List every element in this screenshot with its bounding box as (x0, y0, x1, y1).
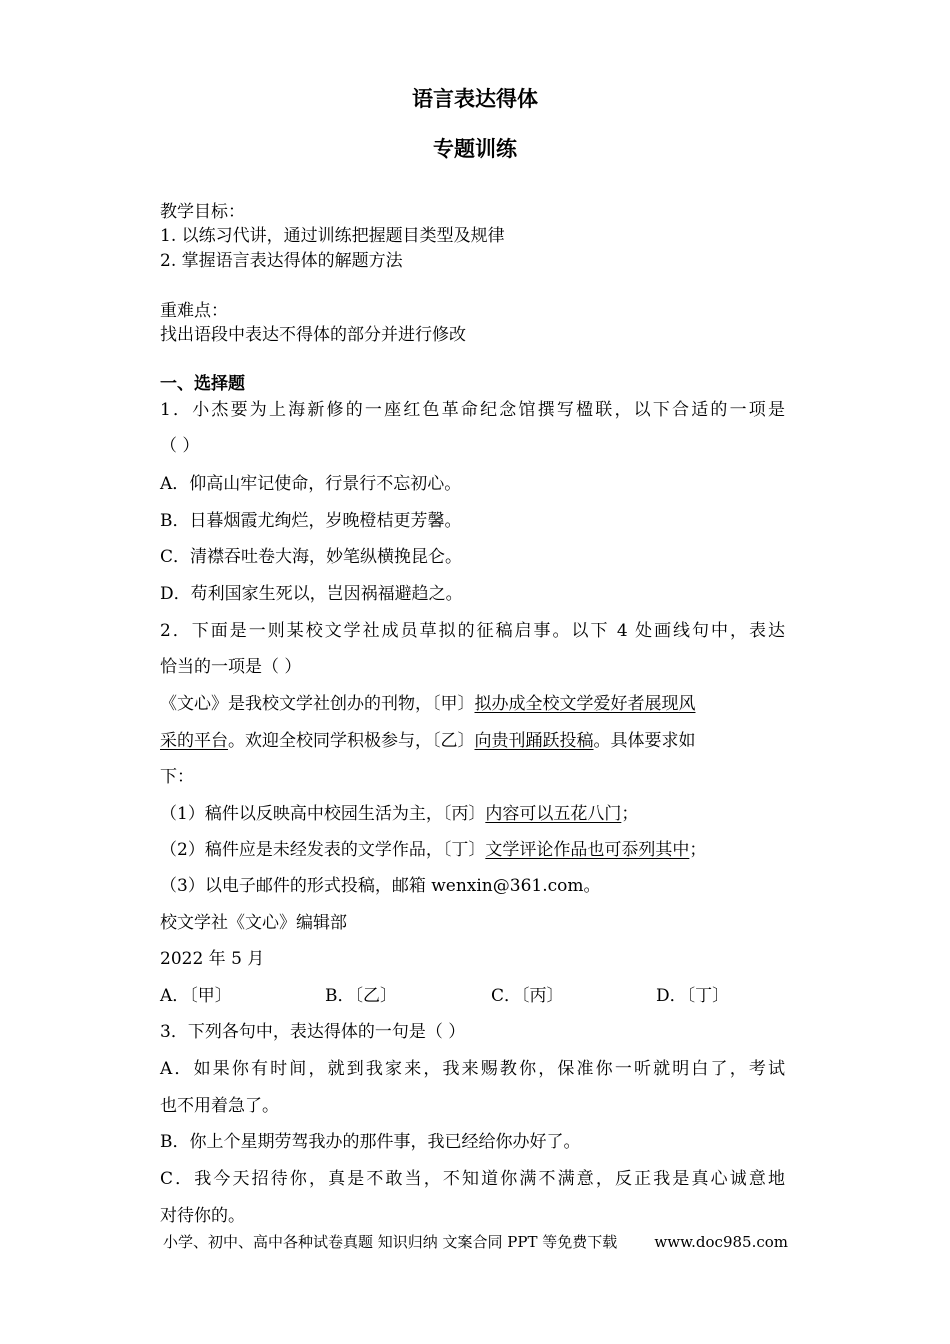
q2-options (160, 985, 790, 1007)
q2-requirement (160, 839, 706, 861)
page-title: 语言表达得体 (412, 87, 538, 111)
q1-stem: 1．小杰要为上海新修的一座红色革命纪念馆撰写楹联，以下合适的一项是 (160, 400, 785, 420)
footer-website-link[interactable]: www.doc985.com (654, 1233, 788, 1251)
q2-signature: 校文学社《文心》编辑部 (160, 913, 347, 933)
passage-text: （1）稿件以反映高中校园生活为主，〔丙〕 (160, 804, 486, 824)
underlined-sentence-ding: 文学评论作品也可忝列其中 (485, 840, 690, 860)
keypoints-heading: 重难点： (160, 301, 228, 321)
underlined-sentence-bing: 内容可以五花八门 (485, 804, 622, 824)
passage-text: 。具体要求如 (593, 731, 696, 751)
q2-requirement (160, 803, 638, 825)
objectives-heading: 教学目标： (160, 202, 245, 222)
objective-item: 1. 以练习代讲，通过训练把握题目类型及规律 (160, 226, 505, 246)
objective-item: 2. 掌握语言表达得体的解题方法 (160, 251, 403, 271)
q2-stem-cont: 恰当的一项是（ ） (160, 657, 302, 677)
underlined-sentence-jia: 拟办成全校文学爱好者展现风 (474, 694, 696, 714)
q1-option-b: B．日暮烟霞尤绚烂，岁晚橙桔更芳馨。 (160, 511, 462, 531)
q3-option-c: C．我今天招待你，真是不敢当，不知道你满不满意，反正我是真心诚意地 (160, 1169, 785, 1189)
page-subtitle: 专题训练 (433, 137, 517, 161)
q1-option-c: C．清襟吞吐卷大海，妙笔纵横挽昆仑。 (160, 547, 463, 567)
q2-passage-line (160, 730, 696, 752)
page-footer (163, 1231, 788, 1253)
passage-text: 《文心》是我校文学社创办的刊物，〔甲〕 (160, 694, 475, 714)
passage-text: 。欢迎全校同学积极参与，〔乙〕 (228, 731, 475, 751)
q2-passage-line (160, 693, 696, 715)
section-heading: 一、选择题 (160, 374, 245, 394)
underlined-sentence-jia-cont: 采的平台 (160, 731, 228, 751)
q2-option-d: D．〔丁〕 (656, 986, 730, 1006)
q2-option-c: C．〔丙〕 (491, 986, 564, 1006)
underlined-sentence-yi: 向贵刊踊跃投稿 (474, 731, 594, 751)
q1-option-a: A．仰高山牢记使命，行景行不忘初心。 (160, 474, 462, 494)
keypoints-text: 找出语段中表达不得体的部分并进行修改 (160, 325, 466, 345)
q2-requirement: （3）以电子邮件的形式投稿，邮箱 wenxin@361.com。 (160, 876, 601, 896)
q3-option-a: A．如果你有时间，就到我家来，我来赐教你，保准你一听就明白了，考试 (160, 1059, 785, 1079)
q3-option-b: B．你上个星期劳驾我办的那件事，我已经给你办好了。 (160, 1132, 581, 1152)
passage-text: ； (621, 804, 639, 824)
footer-text: 小学、初中、高中各种试卷真题 知识归纳 文案合同 PPT 等免费下载 (163, 1233, 618, 1251)
passage-text: ； (689, 840, 707, 860)
q3-option-c-cont: 对待你的。 (160, 1206, 245, 1226)
passage-text: （2）稿件应是未经发表的文学作品，〔丁〕 (160, 840, 486, 860)
q2-stem: 2．下面是一则某校文学社成员草拟的征稿启事。以下 4 处画线句中，表达 (160, 621, 785, 641)
q2-passage-line: 下： (160, 767, 194, 787)
q3-stem: 3．下列各句中，表达得体的一句是（ ） (160, 1022, 466, 1042)
q2-option-b: B．〔乙〕 (325, 986, 397, 1006)
q1-blank: （ ） (160, 436, 200, 456)
q2-date: 2022 年 5 月 (160, 949, 265, 969)
q3-option-a-cont: 也不用着急了。 (160, 1096, 279, 1116)
q2-option-a: A．〔甲〕 (160, 986, 232, 1006)
q1-option-d: D．苟利国家生死以，岂因祸福避趋之。 (160, 584, 463, 604)
